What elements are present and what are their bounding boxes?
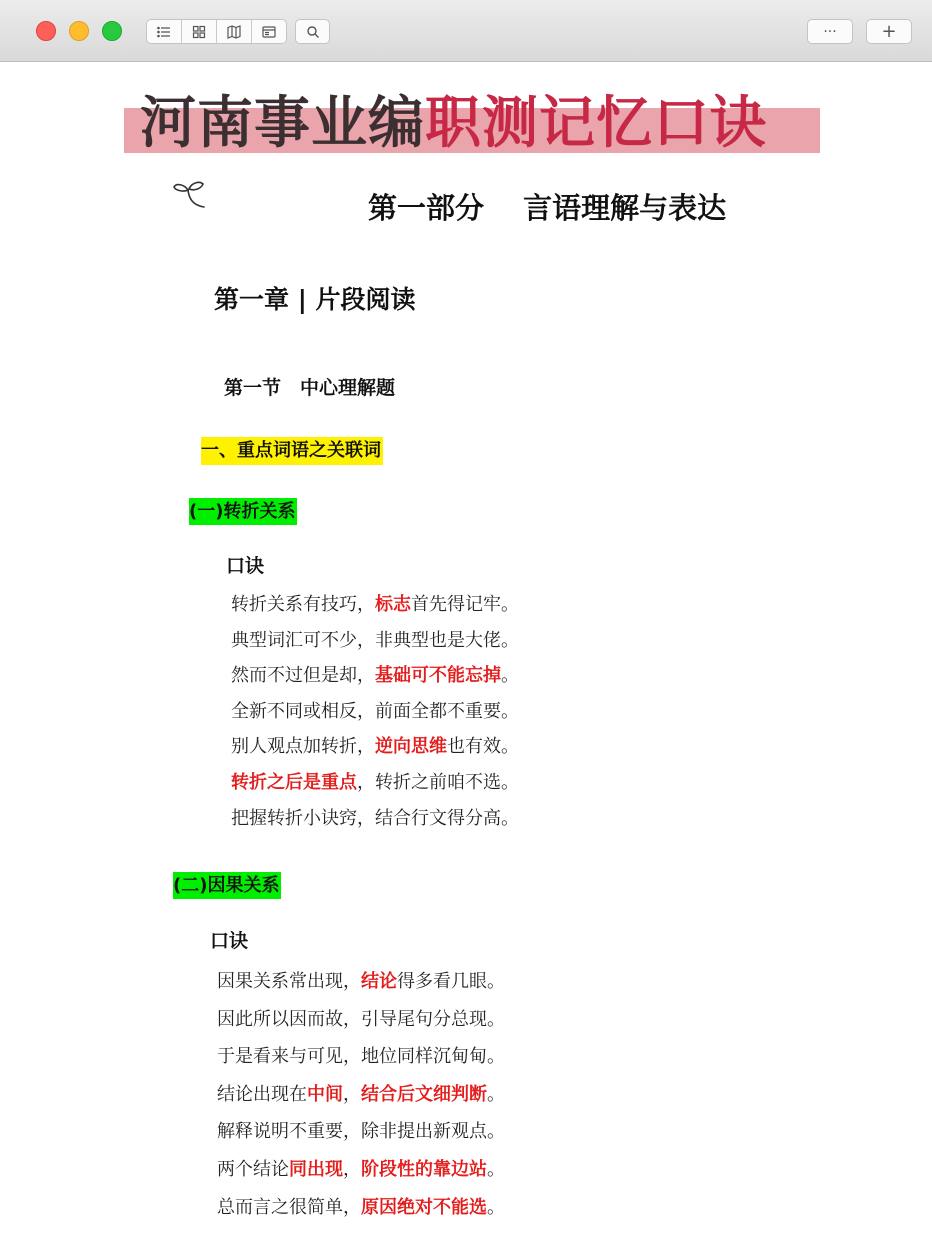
poem-text: 首先得记牢。 (411, 594, 519, 615)
sub1-heading: (一)转折关系 (189, 498, 297, 525)
sub2-heading: (二)因果关系 (173, 872, 281, 899)
poem-text: 全新不同或相反，前面全都不重要。 (231, 700, 519, 722)
sub1-mnemonic-label: 口诀 (226, 555, 265, 577)
search-button[interactable] (295, 19, 330, 44)
highlighted-phrase: 结论 (361, 971, 397, 992)
highlighted-phrase: 标志 (375, 594, 411, 615)
sub1-poem-line (231, 765, 519, 801)
poem-text: 结论出现在 (217, 1083, 307, 1105)
poem-text: 得多看几眼。 (397, 971, 505, 992)
poem-text: 然而不过但是却， (231, 665, 375, 687)
sub2-poem-line (217, 1001, 505, 1039)
poem-text: 把握转折小诀窍，结合行文得分高。 (231, 807, 519, 829)
window-titlebar (0, 0, 932, 62)
add-button[interactable]: + (866, 19, 912, 44)
highlighted-phrase: 转折之后是重点 (231, 771, 357, 793)
sub2-mnemonic-label: 口诀 (210, 930, 249, 952)
highlighted-phrase: 原因绝对不能选 (361, 1196, 487, 1218)
zoom-button[interactable] (102, 21, 122, 41)
map-view-button[interactable] (217, 20, 252, 43)
highlighted-phrase: 结合后文细判断 (361, 1083, 487, 1105)
chapter-title: 第一章 | 片段阅读 (214, 285, 416, 314)
poem-text: 。 (487, 1158, 505, 1180)
list-icon (156, 24, 172, 40)
poem-text: 因果关系常出现， (217, 971, 361, 992)
search-icon (305, 24, 321, 40)
sidebar-view-button[interactable] (252, 20, 286, 43)
sub2-poem-line (217, 1189, 505, 1227)
poem-text: 。 (501, 665, 519, 687)
sub2-poem-line (217, 1113, 505, 1151)
view-mode-group (146, 19, 287, 44)
poem-text: 两个结论 (217, 1158, 289, 1180)
sub2-poem-line (217, 1151, 505, 1189)
poem-text: 转折关系有技巧， (231, 594, 375, 615)
sub1-poem-line (231, 658, 519, 694)
highlighted-phrase: 逆向思维 (375, 736, 447, 758)
poem-text: 解释说明不重要，除非提出新观点。 (217, 1121, 505, 1143)
sub2-mnemonic-poem (217, 963, 505, 1226)
sub1-poem-line (231, 694, 519, 730)
highlighted-phrase: 中间 (307, 1083, 343, 1105)
sprout-icon (170, 178, 210, 214)
highlighted-phrase: 阶段性的靠边站 (361, 1158, 487, 1180)
highlighted-phrase: 同出现 (289, 1158, 343, 1180)
part-title: 第一部分 言语理解与表达 (368, 191, 727, 225)
grid-icon (191, 24, 207, 40)
sub1-poem-line (231, 623, 519, 659)
more-button[interactable]: ··· (807, 19, 853, 44)
poem-text: 于是看来与可见，地位同样沉甸甸。 (217, 1046, 505, 1068)
poem-text: ， (343, 1158, 361, 1180)
document-title-dark: 河南事业编 (140, 91, 425, 156)
sub1-poem-line (231, 801, 519, 837)
map-icon (226, 24, 242, 40)
poem-text: ，转折之前咱不选。 (357, 771, 519, 793)
document-title-red: 职测记忆口诀 (425, 91, 767, 156)
poem-text: 也有效。 (447, 736, 519, 758)
sidebar-icon (261, 24, 277, 40)
list-view-button[interactable] (147, 20, 182, 43)
poem-text: 总而言之很简单， (217, 1196, 361, 1218)
sub1-poem-line (231, 729, 519, 765)
keyword-heading: 一、重点词语之关联词 (201, 437, 383, 465)
sub1-mnemonic-poem (231, 587, 519, 836)
poem-text: 因此所以因而故，引导尾句分总现。 (217, 1008, 505, 1030)
sub1-poem-line (231, 587, 519, 623)
sub2-poem-line (217, 1076, 505, 1114)
poem-text: 。 (487, 1083, 505, 1105)
poem-text: 。 (487, 1196, 505, 1218)
minimize-button[interactable] (69, 21, 89, 41)
sub2-poem-line (217, 963, 505, 1001)
grid-view-button[interactable] (182, 20, 217, 43)
document-title (140, 84, 840, 164)
poem-text: ， (343, 1083, 361, 1105)
poem-text: 典型词汇可不少，非典型也是大佬。 (231, 629, 519, 651)
section-title: 第一节 中心理解题 (224, 377, 396, 399)
sub2-poem-line (217, 1038, 505, 1076)
highlighted-phrase: 基础可不能忘掉 (375, 665, 501, 687)
close-button[interactable] (36, 21, 56, 41)
poem-text: 别人观点加转折， (231, 736, 375, 758)
